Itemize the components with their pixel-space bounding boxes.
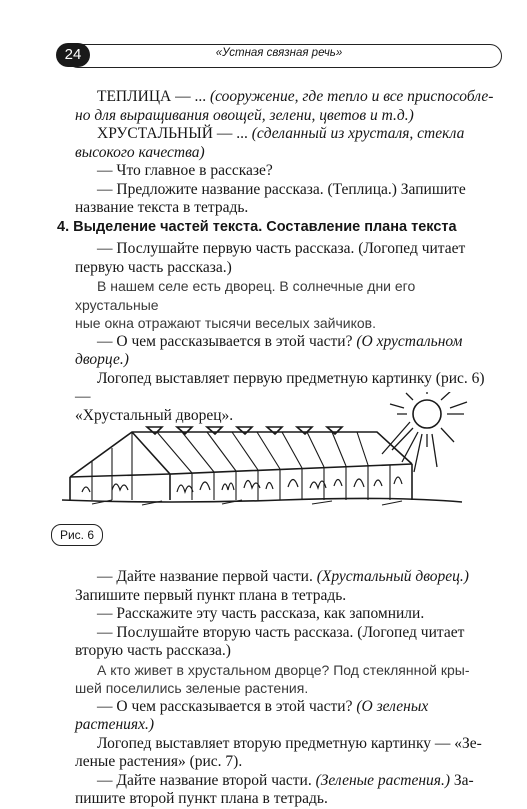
answer-part1: (О хрустальном [356,332,463,350]
story-excerpt-2: А кто живет в хрустальном дворце? Под стеклянной кры- [97,661,470,678]
story-excerpt-2-cont: шей поселились зеленые растения. [75,680,309,696]
term-khrustalny-def: (сделанный из хрусталя, стекла [251,125,465,142]
section-heading: 4. Выделение частей текста. Составление плана текста [57,219,457,235]
term-khrustalny-def-cont: высокого качества) [75,143,205,161]
answer-part2: (О зеленых растениях.) [75,697,429,733]
page-number: 24 [56,43,90,67]
instruction-retell: — Расскажите эту часть рассказа, как запомнили. [97,605,425,622]
question-part1: — О чем рассказывается в этой части? [97,332,357,350]
sun-icon [382,392,467,472]
answer-name-part2: (Зеленые растения.) [315,771,451,789]
answer-part1-cont: дворце.) [75,351,129,368]
term-teplitsa: ТЕПЛИЦА — ... [97,88,210,105]
instruction-write-point2: пишите второй пункт плана в тетрадь. [75,790,328,807]
instruction-name-part1: — Дайте название первой части. [97,568,317,585]
question-part2: — О чем рассказывается в этой части? [97,697,357,715]
instruction-write-point2-start: За- [450,771,474,789]
instruction-write-point1: Запишите первый пункт плана в тетрадь. [75,586,347,604]
instruction-name-part2: — Дайте название второй части. [97,771,316,789]
greenhouse-drawing [52,392,472,512]
figure-label: Рис. 6 [51,524,103,546]
picture-note-1: Логопед выставляет первую предметную картинку (рис. 6) — [75,369,485,405]
instruction-listen-part1: — Послушайте первую часть рассказа. (Логопед читает [97,240,466,257]
top-text-block [75,88,502,218]
instruction-listen-part1-cont: первую часть рассказа.) [75,258,232,276]
task-title-cont: название текста в тетрадь. [75,199,249,216]
picture-note-2: Логопед выставляет вторую предметную картинку — «Зе- [97,734,482,752]
picture-note-2-cont: леные растения» (рис. 7). [75,753,243,770]
instruction-listen-part2-cont: вторую часть рассказа.) [75,642,231,659]
story-excerpt-1-cont: ные окна отражают тысячи веселых зайчиков. [75,315,376,331]
running-header [56,44,502,68]
term-teplitsa-def-cont: но для выращивания овощей, зелени, цветов и т.д.) [75,106,414,124]
question-main: — Что главное в рассказе? [97,162,273,179]
task-title: — Предложите название рассказа. (Теплица.) Запишите [97,180,466,198]
picture-note-1-cont: «Хрустальный дворец». [75,406,234,424]
bottom-text-block [75,568,502,809]
term-teplitsa-def: (сооружение, где тепло и все приспособле- [209,88,494,105]
running-title: «Устная связная речь» [215,47,343,59]
answer-name-part1: (Хрустальный дворец.) [316,568,469,585]
term-khrustalny: ХРУСТАЛЬНЫЙ — ... [97,125,252,142]
story-excerpt-1: В нашем селе есть дворец. В солнечные дни его хрустальные [75,278,416,313]
instruction-listen-part2: — Послушайте вторую часть рассказа. (Логопед читает [97,623,465,641]
